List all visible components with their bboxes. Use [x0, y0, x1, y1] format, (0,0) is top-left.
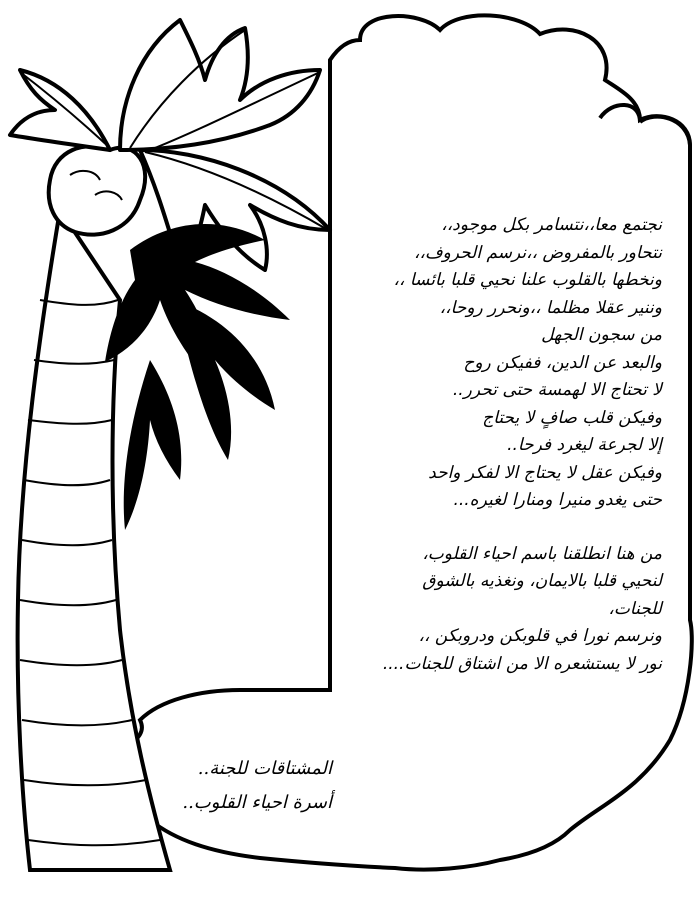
poem-line: حتى يغدو منيرا ومنارا لغيره...: [453, 490, 662, 510]
poem-line: من هنا انطلقنا باسم احياء القلوب،: [422, 543, 662, 564]
poem-line: ونخطها بالقلوب علنا نحيي قلبا بائسا ،،: [393, 270, 662, 290]
stanza-gap: [302, 515, 662, 541]
poem-line: من سجون الجهل: [541, 325, 662, 345]
poem-line: لنحيي قلبا بالايمان، ونغذيه بالشوق: [422, 571, 662, 591]
poem-line: وفيكن قلب صافٍ لا يحتاج: [482, 407, 662, 428]
coconut-cluster: [49, 146, 145, 234]
poem-line: وفيكن عقل لا يحتاج الا لفكر واحد: [428, 462, 662, 483]
poem-text: [302, 212, 662, 678]
poem-line: لا تحتاج الا لهمسة حتى تحرر..: [452, 380, 662, 400]
poem-line: إلا لجرعة ليغرد فرحا..: [507, 435, 662, 455]
poem-line: وننير عقلا مظلما ،،ونحرر روحا،،: [439, 297, 662, 318]
poem-line: ونرسم نورا في قلوبكن ودروبكن ،،: [418, 626, 662, 646]
poem-line: نجتمع معا،،نتسامر بكل موجود،،: [441, 215, 662, 235]
poem-line: نور لا يستشعره الا من اشتاق للجنات....: [382, 653, 662, 674]
poem-line: والبعد عن الدين، ففيكن روح: [463, 352, 662, 373]
signature-line-2: أسرة احياء القلوب..: [182, 792, 332, 813]
signature-line-1: المشتاقات للجنة..: [197, 758, 332, 779]
poem-line: للجنات،: [608, 598, 662, 619]
poem-line: نتحاور بالمفروض ،،نرسم الحروف،،: [413, 242, 662, 263]
signature: [182, 752, 332, 820]
